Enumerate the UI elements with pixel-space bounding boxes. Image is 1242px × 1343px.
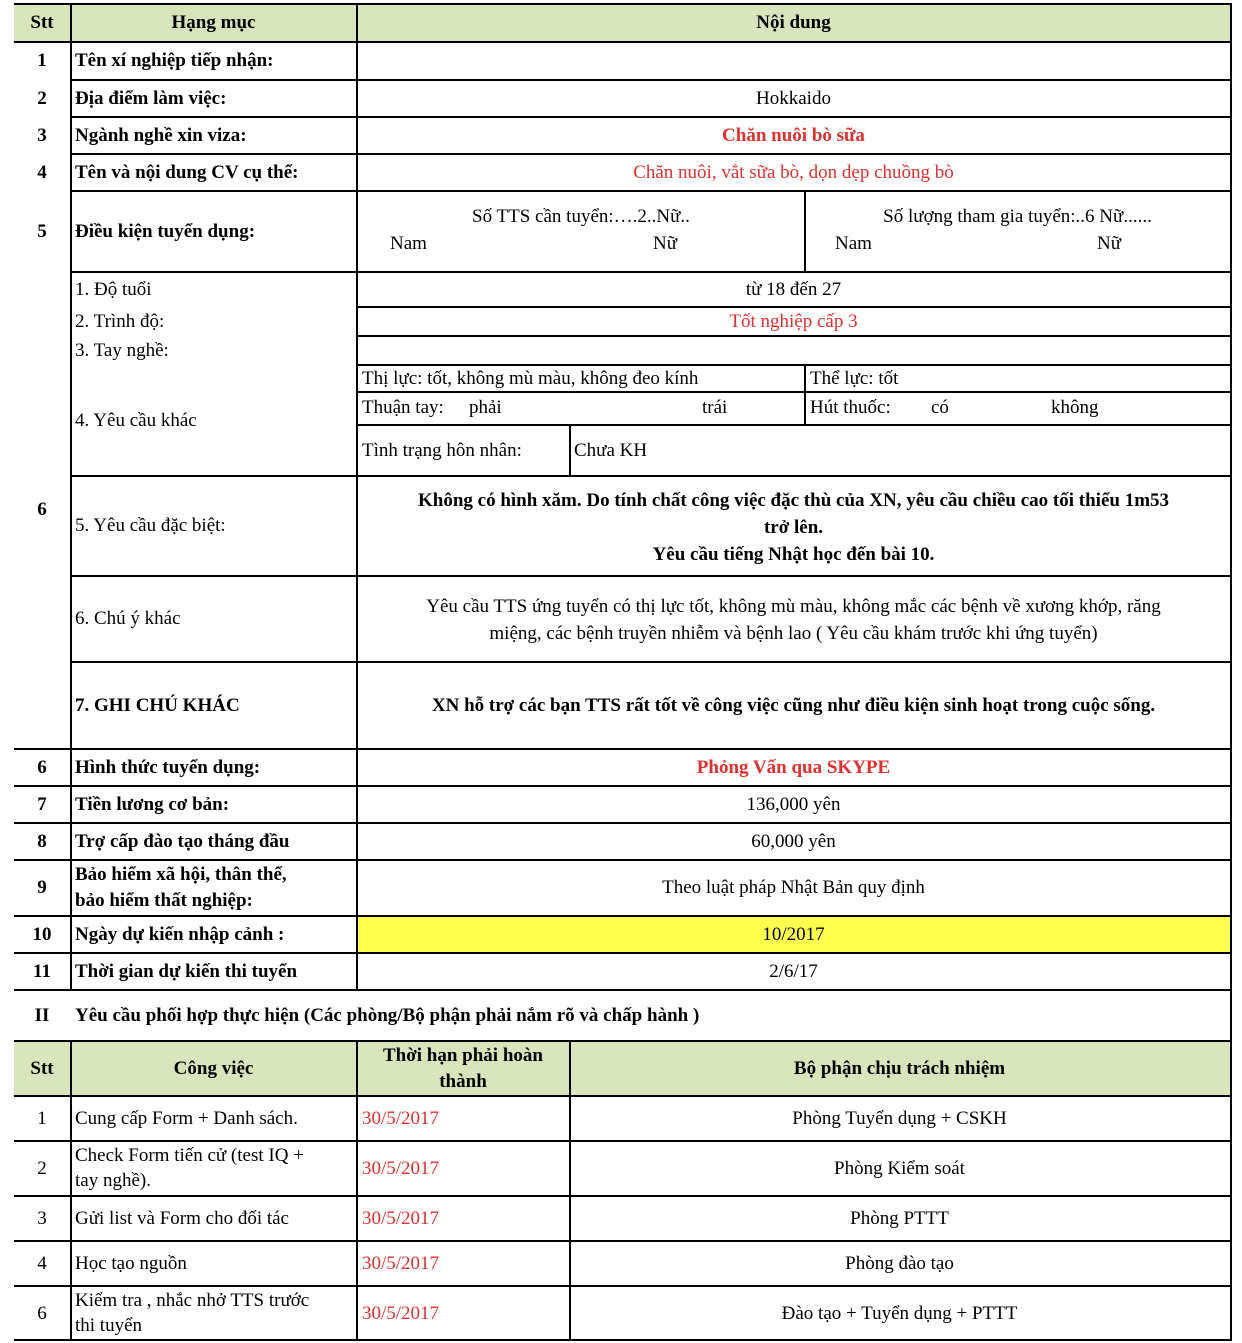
task-5-task-line-2: thi tuyển [75,1315,143,1336]
grid-line [70,271,1232,273]
task-5-stt: 6 [37,1303,47,1324]
task-header-deadline-line-1: Thời hạn phải hoàn [383,1045,543,1066]
task-2-task-line-1: Check Form tiến cử (test IQ + [75,1145,304,1166]
grid-line [70,475,1232,477]
task-5-dept: Đào tạo + Tuyển dụng + PTTT [781,1303,1018,1324]
grid-line [70,190,1232,192]
row-9-stt: 9 [37,877,47,898]
grid-line [14,1140,1232,1142]
participant-count-line: Số lượng tham gia tuyển:..6 Nữ...... [883,206,1152,227]
task-4-dept: Phòng đào tạo [845,1253,954,1274]
row-10-label: Ngày dự kiến nhập cảnh : [75,923,285,945]
row-4-value: Chăn nuôi, vắt sữa bò, dọn dẹp chuồng bò [633,161,954,183]
row-1-stt: 1 [37,50,47,71]
grid-line [70,79,1232,81]
participant-count-nu: Nữ [1097,233,1122,254]
task-3-stt: 3 [37,1208,47,1229]
task-header-dept: Bộ phận chịu trách nhiệm [569,1042,1230,1096]
row-3-value: Chăn nuôi bò sữa [722,124,865,146]
task-4-stt: 4 [37,1253,47,1274]
grid-line [70,153,1232,155]
participant-count-cell [805,191,1230,272]
task-5-task-line-1: Kiểm tra , nhắc nhở TTS trước [75,1290,310,1311]
grid-line [356,1040,358,1341]
note-value [357,576,1230,662]
grid-line [14,989,1232,991]
task-3-task: Gửi list và Form cho đối tác [75,1208,289,1229]
row-6b-stt: 6 [37,756,47,778]
handedness-left: trái [702,397,728,418]
recruit-count-line: Số TTS cần tuyển:….2..Nữ.. [472,206,690,227]
row-2-stt: 2 [37,87,47,109]
grid-line [14,1195,1232,1197]
task-2-stt: 2 [37,1158,47,1179]
handedness-right: phải [469,397,502,418]
conditions-stt: 6 [37,499,47,520]
task-2-task-line-2: tay nghề). [75,1170,151,1191]
smoking-yes: có [931,397,949,418]
grid-line [70,661,1232,663]
row-7-label: Tiền lương cơ bản: [75,793,230,815]
special-req-line-1: Không có hình xăm. Do tính chất công việc đặc thù của XN, yêu cầu chiều cao tối thiểu 1m53 [417,490,1170,511]
grid-line [70,3,72,991]
task-2-task [70,1142,357,1196]
row-5-stt: 5 [37,220,47,242]
task-1-stt: 1 [37,1108,47,1129]
row-11-value: 2/6/17 [769,960,818,982]
special-req-line-2: trở lên. [763,517,824,538]
special-req-value [357,477,1230,575]
note-line-1: Yêu cầu TTS ứng tuyển có thị lực tốt, không mù màu, không mắc các bệnh về xương khớp, răng [426,596,1161,617]
section-2-stt: II [34,1005,50,1026]
grid-line [14,748,1232,750]
task-3-dept: Phòng PTTT [850,1208,949,1229]
grid-line [14,41,1232,43]
row-6b-value: Phỏng Vấn qua SKYPE [696,756,891,778]
row-1-label: Tên xí nghiệp tiếp nhận: [75,50,274,71]
age-label: 1. Độ tuổi [75,279,152,300]
education-label: 2. Trình độ: [75,311,165,332]
recruit-count-nam: Nam [390,233,427,254]
grid-line [1230,3,1232,1341]
extra-note-value: XN hỗ trợ các bạn TTS rất tốt về công việc cũng như điều kiện sinh hoạt trong cuộc sống. [431,694,1156,716]
fitness-requirement: Thể lực: tốt [810,368,899,389]
smoking-no: không [1051,397,1099,418]
row-6b-label: Hình thức tuyển dụng: [75,756,261,778]
grid-line [14,822,1232,824]
note-line-2: miệng, các bệnh truyền nhiễm và bệnh lao ( Yêu cầu khám trước khi ứng tuyển) [489,623,1098,644]
task-4-deadline: 30/5/2017 [362,1253,440,1274]
row-9-label-line-2: bảo hiểm thất nghiệp: [75,890,253,911]
note-label: 6. Chú ý khác [75,608,181,629]
task-1-dept: Phòng Tuyển dụng + CSKH [792,1108,1007,1129]
task-5-task [70,1287,357,1341]
extra-note-label: 7. GHI CHÚ KHÁC [75,694,240,716]
grid-line [14,1240,1232,1242]
row-7-value: 136,000 yên [746,793,841,815]
header-stt: Stt [14,4,70,42]
skill-value [357,337,1230,365]
row-7-stt: 7 [37,793,47,815]
row-9-label-line-1: Bảo hiểm xã hội, thân thể, [75,864,287,885]
grid-line [70,575,1232,577]
grid-line [70,1040,72,1341]
task-2-dept: Phòng Kiểm soát [834,1158,965,1179]
row-3-label: Ngành nghề xin viza: [75,124,247,146]
grid-line [14,1339,1232,1341]
grid-line [14,785,1232,787]
grid-line [357,335,1232,337]
grid-line [356,3,358,991]
task-header-deadline [357,1042,569,1096]
grid-line [14,915,1232,917]
grid-line [14,1095,1232,1097]
row-8-stt: 8 [37,830,47,852]
task-header-deadline-line-2: thành [439,1071,487,1092]
age-value: từ 18 đến 27 [745,279,842,300]
row-2-label: Địa điểm làm việc: [75,87,227,109]
row-1-value [357,42,1230,80]
special-req-line-3: Yêu cầu tiếng Nhật học đến bài 10. [652,544,935,565]
header-content: Nội dung [357,4,1230,42]
row-11-label: Thời gian dự kiến thi tuyển [75,960,298,982]
grid-line [357,391,1232,393]
task-4-task: Học tạo nguồn [75,1253,187,1274]
grid-line [357,424,1232,426]
grid-line [70,116,1232,118]
grid-line [804,190,806,273]
grid-line [14,952,1232,954]
task-5-deadline: 30/5/2017 [362,1303,440,1324]
other-req-label: 4. Yêu cầu khác [75,410,197,431]
handedness-cell [357,393,805,425]
task-2-deadline: 30/5/2017 [362,1158,440,1179]
section-2-title: Yêu cầu phối hợp thực hiện (Các phòng/Bộ phận phải nắm rõ và chấp hành ) [75,1005,700,1026]
education-value: Tốt nghiệp cấp 3 [729,311,858,332]
recruit-count-nu: Nữ [653,233,678,254]
header-category: Hạng mục [70,4,357,42]
handedness-label: Thuận tay: [362,397,444,418]
grid-line [804,364,806,426]
row-8-label: Trợ cấp đào tạo tháng đầu [75,830,290,852]
grid-line [357,306,1232,308]
special-req-label: 5. Yêu cầu đặc biệt: [75,515,226,536]
participant-count-nam: Nam [835,233,872,254]
grid-line [14,1285,1232,1287]
row-3-stt: 3 [37,124,47,146]
row-9-label [70,860,357,916]
grid-line [14,3,1232,5]
row-11-stt: 11 [33,960,51,982]
grid-line [357,364,1232,366]
grid-line [14,1040,1232,1042]
row-10-value: 10/2017 [357,916,1230,953]
row-5-label: Điều kiện tuyển dụng: [75,220,256,242]
row-9-value: Theo luật pháp Nhật Bản quy định [662,877,925,898]
marital-value: Chưa KH [574,440,648,461]
grid-line [569,1040,571,1341]
grid-line [14,859,1232,861]
row-2-value: Hokkaido [756,87,831,109]
row-4-stt: 4 [37,161,47,183]
marital-label: Tình trạng hôn nhân: [362,440,522,461]
row-4-label: Tên và nội dung CV cụ thể: [75,161,299,183]
vision-requirement: Thị lực: tốt, không mù màu, không đeo kính [362,368,699,389]
grid-line [569,424,571,477]
smoking-cell [805,393,1230,425]
task-header-task: Công việc [70,1042,357,1096]
row-10-stt: 10 [32,923,52,945]
task-1-deadline: 30/5/2017 [362,1108,440,1129]
skill-label: 3. Tay nghề: [75,340,169,361]
task-1-task: Cung cấp Form + Danh sách. [75,1108,298,1129]
row-8-value: 60,000 yên [751,830,836,852]
task-header-stt: Stt [14,1042,70,1096]
smoking-label: Hút thuốc: [810,397,891,418]
recruit-count-cell [357,191,805,272]
task-3-deadline: 30/5/2017 [362,1208,440,1229]
